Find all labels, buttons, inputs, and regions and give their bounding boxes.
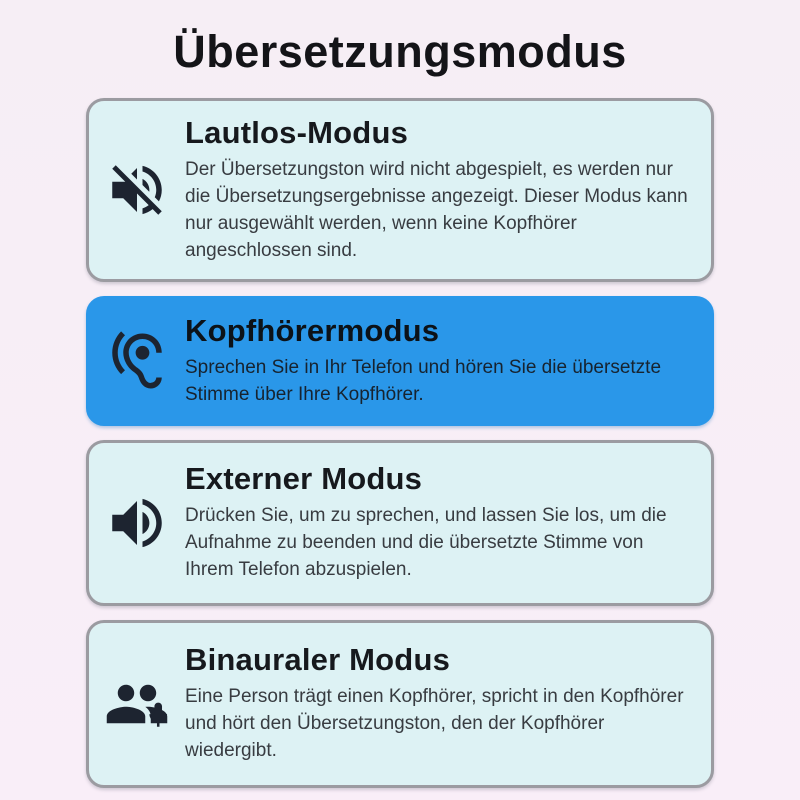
card-text-binaural: [185, 642, 691, 765]
card-text-extern: [185, 461, 691, 584]
page-title: Übersetzungsmodus: [173, 26, 627, 77]
mode-card-extern: [86, 440, 714, 606]
speaker-icon: [99, 490, 175, 556]
card-description-extern: Drücken Sie, um zu sprechen, und lassen Sie los, um die Aufnahme zu beenden und die übersetzte Stimme von Ihrem Telefon abzuspielen.: [185, 505, 667, 581]
card-description-kopfhoerer: Sprechen Sie in Ihr Telefon und hören Sie die übersetzte Stimme über Ihre Kopfhörer.: [185, 356, 662, 405]
mode-card-list: [86, 98, 714, 788]
card-title-extern: Externer Modus: [185, 461, 423, 497]
card-title-kopfhoerer: Kopfhörermodus: [185, 312, 440, 348]
people-microphone-icon: [99, 671, 175, 737]
mode-card-binaural: [86, 620, 714, 788]
card-description-lautlos: Der Übersetzungston wird nicht abgespielt, es werden nur die Übersetzungsergebnisse angezeigt. Dieser Modus kann nur ausgewählt werden, wenn keine Kopfhörer angeschlossen sind.: [185, 159, 688, 261]
card-text-kopfhoerer: [185, 313, 691, 409]
mode-card-lautlos: [86, 98, 714, 282]
ear-listening-icon: [99, 328, 175, 394]
card-description-binaural: Eine Person trägt einen Kopfhörer, spricht in den Kopfhörer und hört den Übersetzungston, den der Kopfhörer wiedergibt.: [185, 686, 684, 762]
card-title-binaural: Binauraler Modus: [185, 642, 451, 678]
card-text-lautlos: [185, 115, 691, 265]
mode-card-kopfhoerer: [86, 296, 714, 426]
muted-speaker-icon: [99, 157, 175, 223]
card-title-lautlos: Lautlos-Modus: [185, 115, 409, 150]
